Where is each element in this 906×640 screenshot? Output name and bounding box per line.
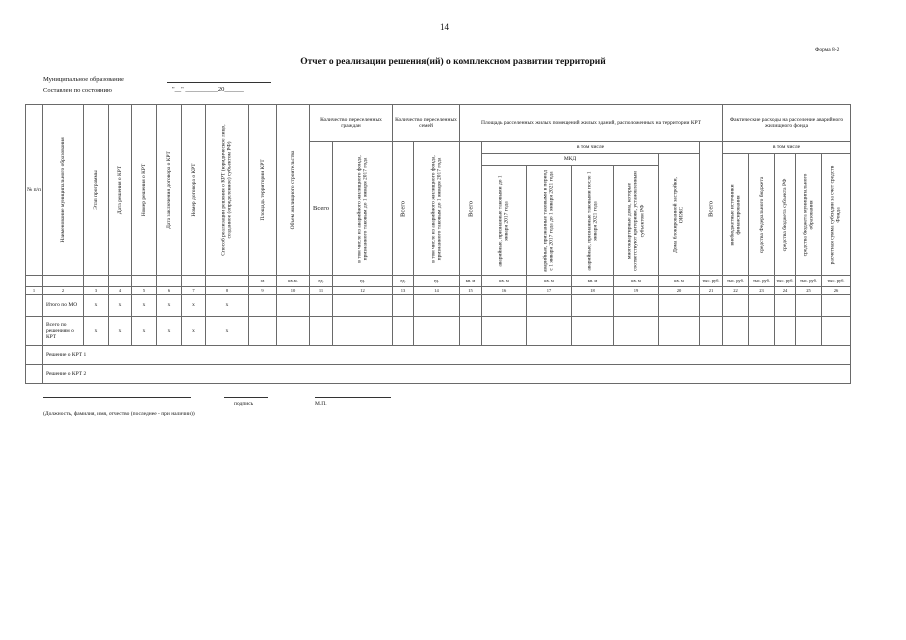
col-expenses-header: Фактические расходы на расселение аварийного жилищного фонда bbox=[723, 105, 851, 142]
unit-cell: кв. м bbox=[460, 276, 482, 287]
x-cell: х bbox=[109, 295, 132, 317]
unit-cell: кв.м. bbox=[277, 276, 310, 287]
families-of-which-header: в том числе из аварийного жилищного фонда, признанного таковым до 1 января 2017 года bbox=[430, 154, 443, 263]
position-caption: (Должность, фамилия, имя, отчество (последнее - при наличии)) bbox=[43, 411, 195, 417]
data-cell[interactable] bbox=[749, 295, 775, 317]
data-cell[interactable] bbox=[277, 317, 310, 346]
data-cell[interactable] bbox=[700, 295, 723, 317]
col-volume-header: Объем жилищного строительства bbox=[289, 150, 296, 230]
unit-cell bbox=[157, 276, 182, 287]
col-municipality-header: Наименование муниципального образования bbox=[59, 137, 66, 243]
unit-cell: кв. м bbox=[614, 276, 659, 287]
municipality-field[interactable] bbox=[167, 74, 271, 83]
x-cell: х bbox=[109, 317, 132, 346]
col-number: 8 bbox=[206, 287, 249, 295]
data-cell[interactable] bbox=[482, 295, 527, 317]
expenses-total-header: Всего bbox=[707, 200, 715, 217]
col-number: 21 bbox=[700, 287, 723, 295]
data-cell[interactable] bbox=[723, 295, 749, 317]
unit-cell bbox=[84, 276, 109, 287]
data-cell[interactable] bbox=[333, 295, 393, 317]
data-cell[interactable] bbox=[775, 317, 796, 346]
col-area-resettled-header: Площадь расселенных жилых помещений жилых зданий, расположенных на территории КРТ bbox=[460, 105, 723, 142]
x-cell: х bbox=[157, 295, 182, 317]
data-cell[interactable] bbox=[659, 317, 700, 346]
unit-cell: кв. м bbox=[572, 276, 614, 287]
unit-cell: тыс. руб. bbox=[723, 276, 749, 287]
data-cell[interactable] bbox=[775, 295, 796, 317]
data-cell[interactable] bbox=[482, 317, 527, 346]
col-resettled-citizens-header: Количество переселенных граждан bbox=[310, 105, 393, 142]
col-decision-number-header: Номер решения о КРТ bbox=[140, 163, 147, 217]
row-label-decision-2: Решение о КРТ 2 bbox=[43, 365, 851, 384]
mkd-2017-2021-header: аварийные, признанные таковыми в период с 1 января 2017 года до 1 января 2021 года bbox=[542, 169, 555, 272]
col-program-stage-header: Этап программы bbox=[92, 170, 99, 210]
col-number: 11 bbox=[310, 287, 333, 295]
x-cell: х bbox=[84, 317, 109, 346]
sign-line[interactable] bbox=[224, 396, 268, 398]
data-cell[interactable] bbox=[393, 295, 414, 317]
houses-blocked-header: Дома блокированной застройки, ОИЖС bbox=[672, 176, 685, 253]
data-cell[interactable] bbox=[460, 317, 482, 346]
data-cell[interactable] bbox=[614, 295, 659, 317]
x-cell: х bbox=[206, 317, 249, 346]
col-number: 9 bbox=[249, 287, 277, 295]
data-cell[interactable] bbox=[26, 317, 43, 346]
data-cell[interactable] bbox=[26, 365, 43, 384]
unit-cell: тыс. руб. bbox=[749, 276, 775, 287]
report-title: Отчет о реализации решения(ий) о комплексном развитии территорий bbox=[300, 57, 606, 67]
subject-budget-header: средства бюджета субъекта РФ bbox=[781, 178, 788, 251]
data-cell[interactable] bbox=[659, 295, 700, 317]
data-cell[interactable] bbox=[614, 317, 659, 346]
data-cell[interactable] bbox=[310, 295, 333, 317]
table-row bbox=[26, 365, 851, 384]
unit-cell bbox=[109, 276, 132, 287]
form-label: Форма 8-2 bbox=[815, 47, 840, 53]
compiled-date-field[interactable]: "__" __________20______ bbox=[172, 86, 244, 93]
unit-cell: тыс. руб. bbox=[700, 276, 723, 287]
families-total-header: Всего bbox=[399, 200, 407, 217]
row-label-decision-1: Решение о КРТ 1 bbox=[43, 346, 851, 365]
citizens-of-which-header: в том числе из аварийного жилищного фонда, признанного таковым до 1 января 2017 года bbox=[356, 154, 369, 263]
col-resettled-families-header: Количество переселенных семей bbox=[393, 105, 460, 142]
data-cell[interactable] bbox=[572, 317, 614, 346]
data-cell[interactable] bbox=[572, 295, 614, 317]
col-number: 5 bbox=[132, 287, 157, 295]
data-cell[interactable] bbox=[796, 295, 822, 317]
unit-cell: тыс. руб. bbox=[822, 276, 851, 287]
x-cell: х bbox=[132, 317, 157, 346]
col-number: 15 bbox=[460, 287, 482, 295]
area-total-header: Всего bbox=[466, 200, 474, 217]
unit-cell: кв. м bbox=[482, 276, 527, 287]
compiled-label: Составлен по состоянию bbox=[43, 87, 112, 94]
unit-cell: кв. м bbox=[527, 276, 572, 287]
data-cell[interactable] bbox=[249, 317, 277, 346]
col-number: 14 bbox=[414, 287, 460, 295]
unit-cell: кв. м bbox=[659, 276, 700, 287]
col-number: 2 bbox=[43, 287, 84, 295]
unit-cell: тыс. руб. bbox=[775, 276, 796, 287]
table-row bbox=[26, 295, 851, 317]
data-cell[interactable] bbox=[822, 317, 851, 346]
col-number: 26 bbox=[822, 287, 851, 295]
x-cell: х bbox=[84, 295, 109, 317]
unit-cell bbox=[182, 276, 206, 287]
citizens-total-header: Всего bbox=[313, 204, 329, 212]
col-decision-date-header: Дата решения о КРТ bbox=[116, 165, 123, 215]
subsidy-fund-header: расчетная сумма субсидии за счет средств Фонда bbox=[829, 165, 842, 264]
data-cell[interactable] bbox=[700, 317, 723, 346]
col-number: 22 bbox=[723, 287, 749, 295]
date-caption: М.П. bbox=[315, 401, 327, 407]
data-cell[interactable] bbox=[393, 317, 414, 346]
data-cell[interactable] bbox=[723, 317, 749, 346]
data-cell[interactable] bbox=[26, 346, 43, 365]
municipal-budget-header: средства бюджета муниципального образования bbox=[802, 173, 815, 256]
row-label-total-decisions: Всего по решениям о КРТ bbox=[43, 317, 84, 346]
federal-budget-header: средства Федерального бюджета bbox=[758, 176, 765, 253]
col-number: 10 bbox=[277, 287, 310, 295]
x-cell: х bbox=[182, 317, 206, 346]
area-including-header: в том числе bbox=[482, 142, 700, 154]
data-cell[interactable] bbox=[414, 295, 460, 317]
data-cell[interactable] bbox=[333, 317, 393, 346]
unit-cell bbox=[26, 276, 43, 287]
data-cell[interactable] bbox=[822, 295, 851, 317]
position-line[interactable] bbox=[43, 396, 191, 398]
col-contract-date-header: Дата заключения договора о КРТ bbox=[165, 151, 172, 229]
num-header-text: № п/п bbox=[26, 186, 42, 193]
col-number: 6 bbox=[157, 287, 182, 295]
date-line[interactable] bbox=[315, 396, 391, 398]
table-row bbox=[26, 317, 851, 346]
col-number: 25 bbox=[796, 287, 822, 295]
col-method-header: Способ реализации решения о КРТ (юридическое лицо, созданное (определенное) субъектом РФ) bbox=[220, 124, 233, 256]
col-number: 1 bbox=[26, 287, 43, 295]
col-number: 20 bbox=[659, 287, 700, 295]
col-number: 3 bbox=[84, 287, 109, 295]
mkd-after-2021-header: аварийные, признанные таковыми после 1 января 2021 года bbox=[586, 170, 599, 271]
table-row bbox=[26, 346, 851, 365]
page-number: 14 bbox=[440, 22, 449, 32]
municipality-label: Муниципальное образование bbox=[43, 76, 124, 83]
data-cell[interactable] bbox=[310, 317, 333, 346]
data-cell[interactable] bbox=[796, 317, 822, 346]
col-number: 7 bbox=[182, 287, 206, 295]
col-number: 17 bbox=[527, 287, 572, 295]
data-cell[interactable] bbox=[414, 317, 460, 346]
unit-cell bbox=[206, 276, 249, 287]
col-number: 12 bbox=[333, 287, 393, 295]
col-num-header bbox=[26, 105, 43, 276]
unit-cell bbox=[43, 276, 84, 287]
col-number: 13 bbox=[393, 287, 414, 295]
expenses-including-header: в том числе bbox=[723, 142, 851, 154]
data-cell[interactable] bbox=[749, 317, 775, 346]
col-contract-number-header: Номер договора о КРТ bbox=[190, 163, 197, 217]
data-cell[interactable] bbox=[460, 295, 482, 317]
units-row bbox=[26, 276, 851, 287]
col-numbers-row bbox=[26, 287, 851, 295]
data-cell[interactable] bbox=[277, 295, 310, 317]
unit-cell: ед. bbox=[310, 276, 333, 287]
report-table bbox=[25, 104, 851, 384]
data-cell[interactable] bbox=[527, 317, 572, 346]
unit-cell: ед. bbox=[414, 276, 460, 287]
col-area-header: Площадь территории КРТ bbox=[259, 159, 266, 221]
unit-cell bbox=[132, 276, 157, 287]
x-cell: х bbox=[157, 317, 182, 346]
col-number: 19 bbox=[614, 287, 659, 295]
row-label-total-mo: Итого по МО bbox=[43, 295, 84, 317]
extra-budget-header: внебюджетные источники финансирования bbox=[729, 183, 742, 246]
mkd-before-2017-header: аварийные, признанные таковыми до 1 января 2017 года bbox=[497, 174, 510, 267]
data-cell[interactable] bbox=[527, 295, 572, 317]
mkd-header: МКД bbox=[482, 154, 659, 166]
col-number: 23 bbox=[749, 287, 775, 295]
col-number: 24 bbox=[775, 287, 796, 295]
x-cell: х bbox=[132, 295, 157, 317]
sign-caption: подпись bbox=[234, 401, 254, 407]
col-number: 4 bbox=[109, 287, 132, 295]
col-number: 18 bbox=[572, 287, 614, 295]
unit-cell: ед. bbox=[333, 276, 393, 287]
data-cell[interactable] bbox=[249, 295, 277, 317]
unit-cell: ед. bbox=[393, 276, 414, 287]
col-number: 16 bbox=[482, 287, 527, 295]
data-cell[interactable] bbox=[26, 295, 43, 317]
x-cell: х bbox=[182, 295, 206, 317]
unit-cell: тыс. руб. bbox=[796, 276, 822, 287]
x-cell: х bbox=[206, 295, 249, 317]
unit-cell: га bbox=[249, 276, 277, 287]
mkd-criteria-header: многоквартирные дома, которые соответствуют критериям, установленным субъектом РФ bbox=[626, 170, 646, 271]
